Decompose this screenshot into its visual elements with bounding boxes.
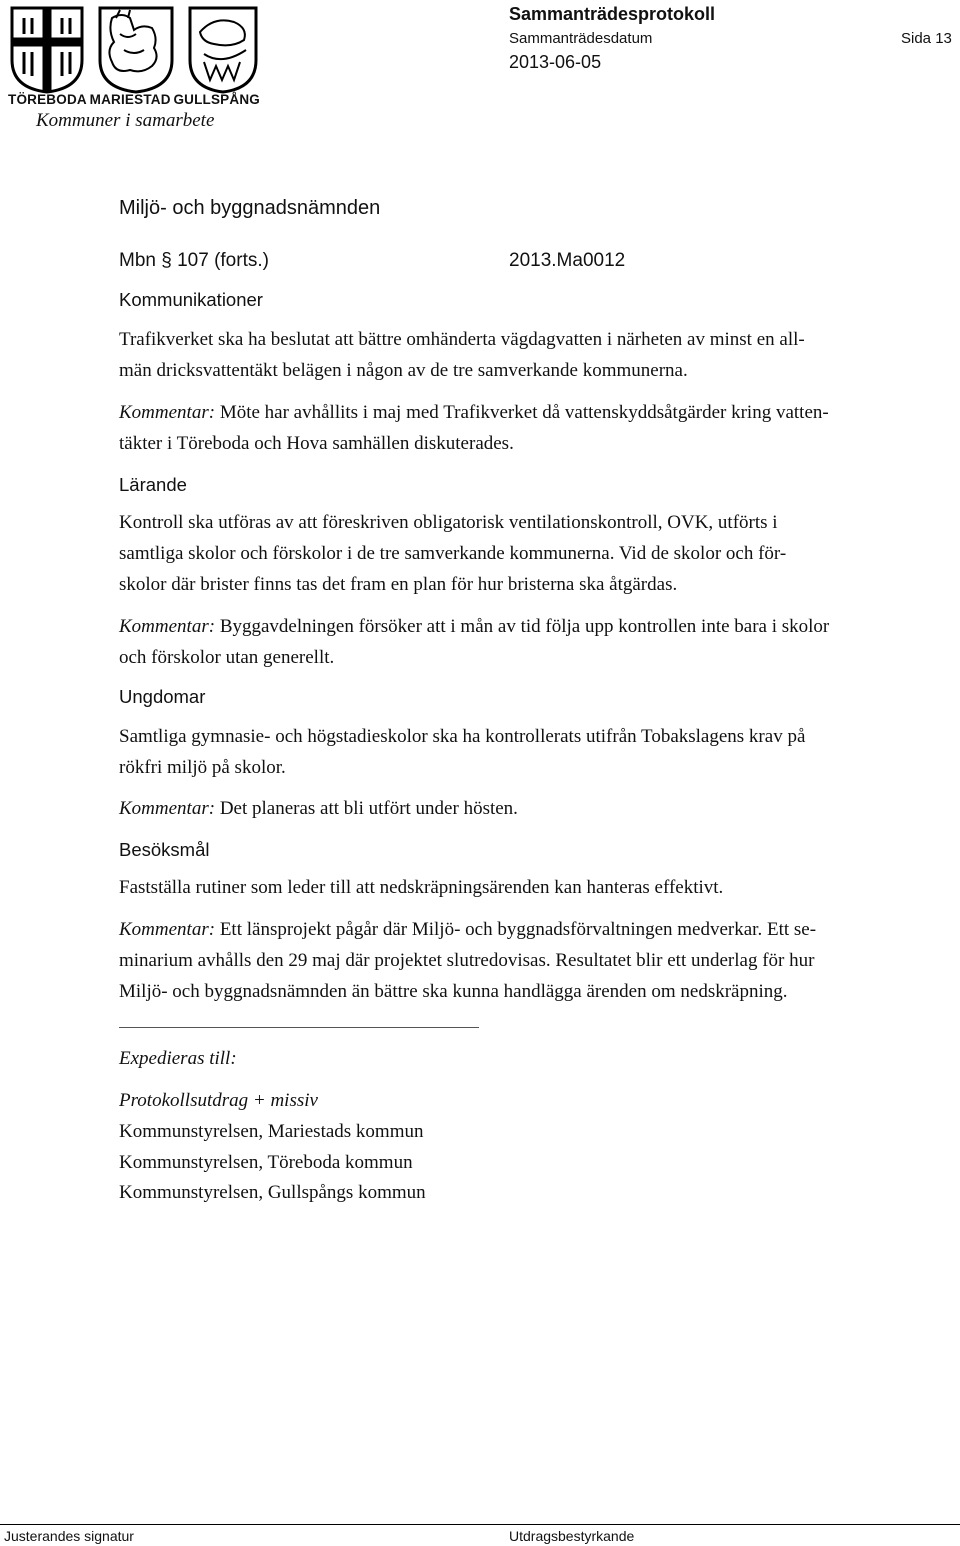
committee-name: Miljö- och byggnadsnämnden [119,197,381,219]
comment-line: minarium avhålls den 29 maj där projektet slutredovisas. Resultatet blir ett underlag för hur [119,950,815,971]
body-line: Samtliga gymnasie- och högstadieskolor ska ha kontrollerats utifrån Tobakslagens krav på [119,726,806,747]
section-heading: Besöksmål [119,839,210,860]
section-body [119,872,723,903]
dispatch-label: Expedieras till: [119,1048,237,1069]
section-comment [119,611,829,673]
mariestad-shield-icon [100,8,172,92]
municipality-name: GULLSPÅNG [173,92,260,107]
recipient: Kommunstyrelsen, Töreboda kommun [119,1151,413,1173]
section-comment [119,914,816,1007]
municipality-names [8,92,260,110]
section-body [119,507,786,600]
body-line: skolor där brister finns tas det fram en plan för hur bristerna ska åtgärdas. [119,574,678,595]
recipient: Kommunstyrelsen, Gullspångs kommun [119,1182,426,1203]
comment-line: och förskolor utan generellt. [119,647,335,668]
section-heading: Kommunikationer [119,289,263,310]
body-line: Kontroll ska utföras av att föreskriven obligatorisk ventilationskontroll, OVK, utförts i [119,512,778,533]
body-line: Fastställa rutiner som leder till att nedskräpningsärenden kan hanteras effektivt. [119,877,724,898]
body-line: Trafikverket ska ha beslutat att bättre omhänderta vägdagvatten i närheten av minst en all- [119,329,805,350]
gullspang-shield-icon [190,8,256,92]
footer-rule [0,1524,960,1525]
case-number: 2013.Ma0012 [509,250,626,271]
comment-line: Ett länsprojekt pågår där Miljö- och byggnadsförvaltningen medverkar. Ett se- [215,919,817,940]
document-title: Sammanträdesprotokoll [509,4,716,24]
section-comment [119,397,829,459]
signature-label: Justerandes signatur [4,1528,134,1544]
page-number: Sida 13 [901,30,952,47]
dispatch-subhead: Protokollsutdrag + missiv [119,1090,318,1111]
comment-label: Kommentar: [119,919,216,940]
comment-label: Kommentar: [119,616,216,637]
comment-label: Kommentar: [119,402,216,423]
recipient-list [119,1117,426,1209]
body-line: rökfri miljö på skolor. [119,757,286,778]
section-heading: Lärande [119,474,187,495]
comment-line: Möte har avhållits i maj med Trafikverket då vattenskyddsåtgärder kring vatten- [215,402,829,423]
section-comment [119,793,518,824]
section-reference: Mbn § 107 (forts.) [119,250,269,271]
section-body [119,721,805,783]
comment-line: täkter i Töreboda och Hova samhällen diskuterades. [119,433,514,454]
comment-line: Miljö- och byggnadsnämnden än bättre ska kunna handlägga ärenden om nedskräpning. [119,981,788,1002]
comment-line: Byggavdelningen försöker att i mån av tid följa upp kontrollen inte bara i skolor [215,616,830,637]
divider [119,1027,479,1028]
body-line: män dricksvattentäkt belägen i någon av de tre samverkande kommunerna. [119,360,688,381]
comment-line: Det planeras att bli utfört under hösten. [215,798,518,819]
comment-label: Kommentar: [119,798,216,819]
body-line: samtliga skolor och förskolor i de tre samverkande kommunerna. Vid de skolor och för- [119,543,787,564]
section-body [119,324,805,386]
tagline: Kommuner i samarbete [36,110,215,131]
toreboda-shield-icon [12,8,82,92]
municipality-name: MARIESTAD [89,92,171,107]
date-label: Sammanträdesdatum [509,30,653,47]
municipal-logos [8,4,260,94]
meeting-date: 2013-06-05 [509,52,602,72]
recipient: Kommunstyrelsen, Mariestads kommun [119,1121,424,1142]
section-heading: Ungdomar [119,686,206,707]
certification-label: Utdragsbestyrkande [509,1528,635,1544]
municipality-name: TÖREBODA [8,92,87,107]
